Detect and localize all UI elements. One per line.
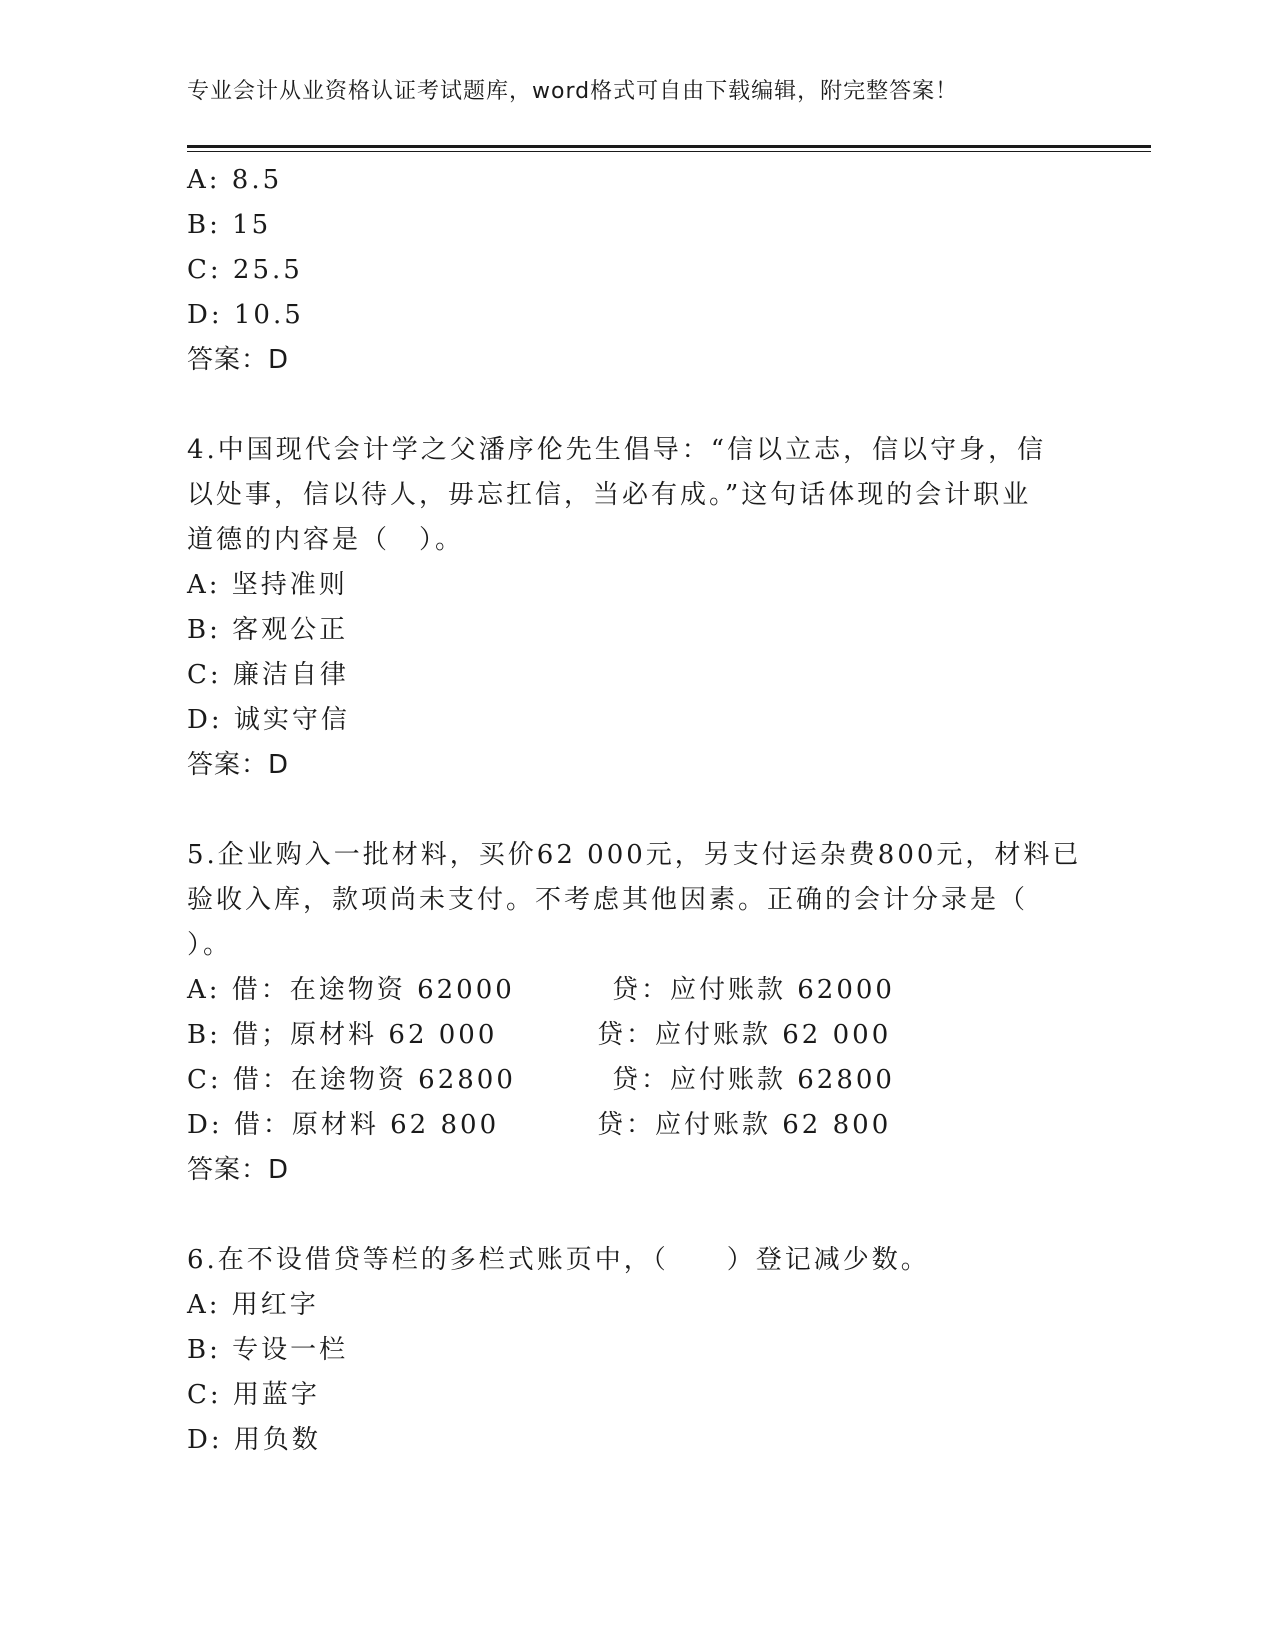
q5-option-c-debit: C: 借：在途物资 62800 <box>187 1065 516 1095</box>
q5-option-d <box>187 1110 892 1140</box>
q4-option-c: C: 廉洁自律 <box>187 660 349 690</box>
q6-option-d: D: 用负数 <box>187 1425 321 1455</box>
q3-option-b: B: 15 <box>187 210 272 240</box>
q5-answer: 答案：D <box>187 1155 290 1185</box>
q5-stem-line-3: ）。 <box>187 930 233 960</box>
q5-option-b-credit: 贷：应付账款 62 000 <box>597 1020 892 1050</box>
q4-option-d: D: 诚实守信 <box>187 705 350 735</box>
q5-option-b <box>187 1020 892 1050</box>
q4-option-b: B: 客观公正 <box>187 615 349 645</box>
page-header: 专业会计从业资格认证考试题库，word格式可自由下载编辑，附完整答案！ <box>187 79 959 104</box>
q3-answer: 答案：D <box>187 345 290 375</box>
q6-option-a: A: 用红字 <box>187 1290 319 1320</box>
q5-option-c-credit: 贷：应付账款 62800 <box>612 1065 895 1095</box>
q6-stem-line-1: 6.在不设借贷等栏的多栏式账页中，（ ）登记减少数。 <box>187 1245 930 1275</box>
q5-option-c <box>187 1065 895 1095</box>
q4-stem-line-3: 道德的内容是（ ）。 <box>187 525 465 555</box>
q3-option-a: A: 8.5 <box>187 165 283 195</box>
q4-option-a: A: 坚持准则 <box>187 570 348 600</box>
q6-option-b: B: 专设一栏 <box>187 1335 349 1365</box>
q4-stem-line-1: 4.中国现代会计学之父潘序伦先生倡导：“信以立志，信以守身，信 <box>187 435 1047 465</box>
header-rule-thin <box>187 151 1151 152</box>
q3-option-c: C: 25.5 <box>187 255 303 285</box>
q5-option-a <box>187 975 895 1005</box>
q5-stem-line-2: 验收入库，款项尚未支付。不考虑其他因素。正确的会计分录是（ <box>187 885 1029 915</box>
q5-stem-line-1: 5.企业购入一批材料，买价62 000元，另支付运杂费800元，材料已 <box>187 840 1082 870</box>
header-rule-thick <box>187 145 1151 148</box>
q5-option-d-debit: D: 借：原材料 62 800 <box>187 1110 500 1140</box>
q5-option-a-debit: A: 借：在途物资 62000 <box>187 975 515 1005</box>
q5-option-b-debit: B: 借；原材料 62 000 <box>187 1020 498 1050</box>
q5-option-d-credit: 贷：应付账款 62 800 <box>597 1110 892 1140</box>
q3-option-d: D: 10.5 <box>187 300 304 330</box>
q4-stem-line-2: 以处事，信以待人，毋忘扛信，当必有成。”这句话体现的会计职业 <box>187 480 1032 510</box>
q6-option-c: C: 用蓝字 <box>187 1380 320 1410</box>
q5-option-a-credit: 贷：应付账款 62000 <box>612 975 895 1005</box>
q4-answer: 答案：D <box>187 750 290 780</box>
